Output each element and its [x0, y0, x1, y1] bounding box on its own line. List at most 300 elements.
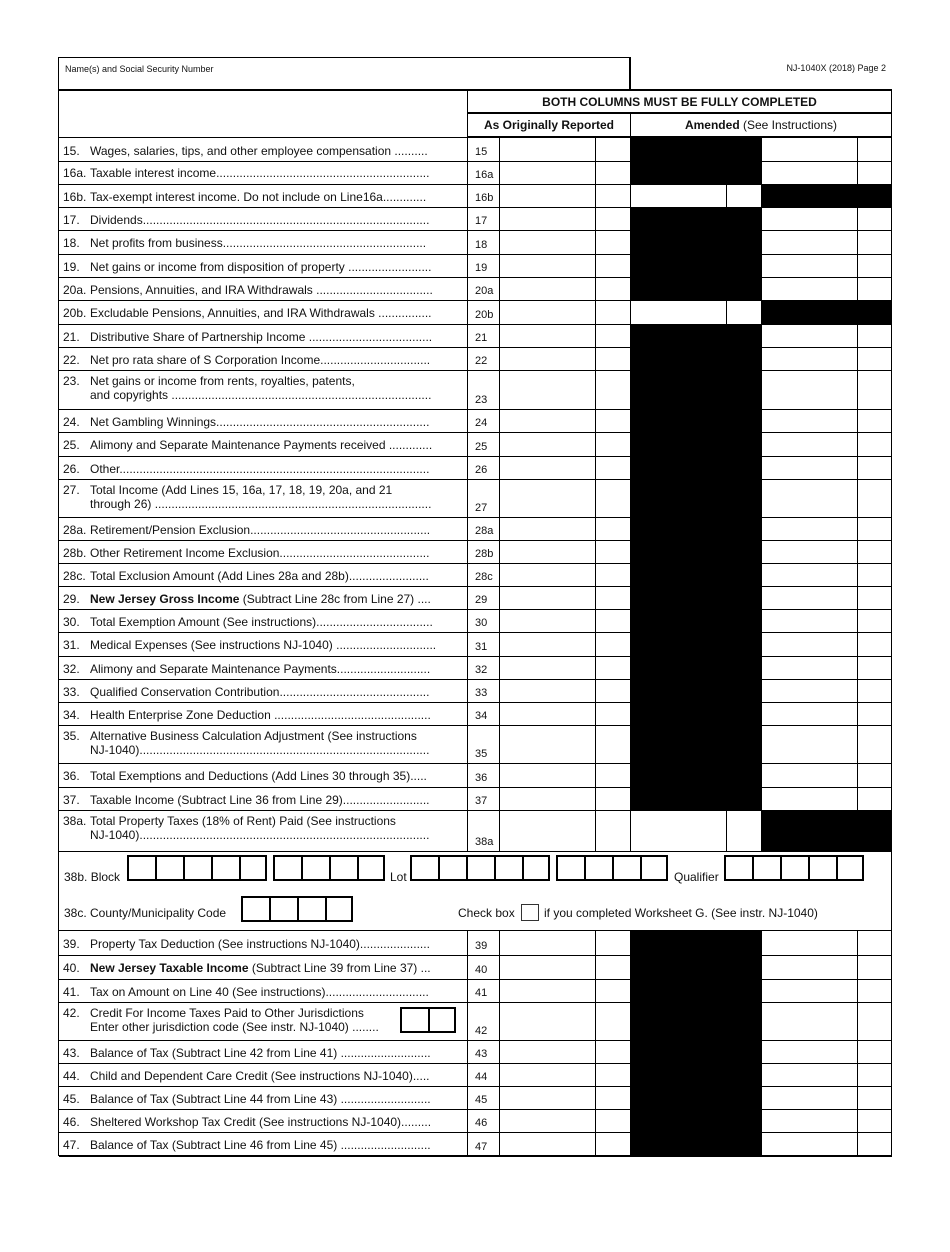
jurisdiction-code-boxes[interactable]: [400, 1007, 456, 1033]
line-26-row: [59, 456, 892, 480]
line-41-amend-cents-field[interactable]: [857, 979, 892, 1002]
line-24-amend-dollars-field[interactable]: [761, 409, 857, 432]
line-38a-amend-cents-field[interactable]: [726, 810, 761, 851]
line-38a-amend-dollars-field[interactable]: [630, 810, 726, 851]
shaded-cell: [726, 1109, 761, 1132]
line-text: Tax on Amount on Line 40 (See instructions)...............................: [90, 985, 429, 999]
qualifier-boxes[interactable]: [724, 855, 870, 881]
shaded-cell: [726, 563, 761, 586]
shaded-cell: [630, 1109, 726, 1132]
shaded-cell: [630, 347, 726, 370]
line-42-box-number: [467, 1002, 499, 1040]
line-25-box-number: [467, 432, 499, 456]
line-32-amend-dollars-field[interactable]: [761, 656, 857, 679]
line-26-amend-dollars-field[interactable]: [761, 456, 857, 479]
line-number: 28c.: [63, 569, 86, 583]
line-46-orig-cents-field[interactable]: [595, 1109, 630, 1132]
line-15-orig-dollars-field[interactable]: [499, 138, 595, 161]
line-27-amend-dollars-field[interactable]: [761, 479, 857, 517]
line-33-orig-dollars-field[interactable]: [499, 679, 595, 702]
line-25-orig-cents-field[interactable]: [595, 432, 630, 456]
line-31-orig-cents-field[interactable]: [595, 632, 630, 656]
line-text: Total Exclusion Amount (Add Lines 28a and 28b)........................: [90, 569, 429, 583]
line-25-amend-dollars-field[interactable]: [761, 432, 857, 456]
line-18-amend-dollars-field[interactable]: [761, 230, 857, 254]
line-40-orig-cents-field[interactable]: [595, 955, 630, 979]
shaded-cell: [630, 230, 726, 254]
line-43-row: [59, 1040, 892, 1064]
line-47-amend-dollars-field[interactable]: [761, 1132, 857, 1156]
line-22-box-number: [467, 347, 499, 370]
shaded-cell: [726, 931, 761, 955]
box-number-text: 20b: [475, 309, 494, 321]
shaded-cell: [630, 207, 726, 230]
line-37-amend-dollars-field[interactable]: [761, 787, 857, 810]
shaded-cell: [761, 810, 857, 851]
line-18-box-number: [467, 230, 499, 254]
line-text: Wages, salaries, tips, and other employee compensation ..........: [90, 144, 428, 158]
line-33-row: [59, 679, 892, 703]
box-number-text: 38a: [475, 836, 494, 848]
line-47-orig-cents-field[interactable]: [595, 1132, 630, 1156]
line-text: Total Exemptions and Deductions (Add Lines 30 through 35).....: [90, 769, 427, 783]
line-34-box-number: [467, 702, 499, 725]
line-23-amend-cents-field[interactable]: [857, 370, 892, 409]
line-39-orig-dollars-field[interactable]: [499, 931, 595, 955]
line-40-amend-dollars-field[interactable]: [761, 955, 857, 979]
line-text: Alimony and Separate Maintenance Payments............................: [90, 662, 431, 676]
shaded-cell: [761, 300, 857, 324]
line-28a-orig-cents-field[interactable]: [595, 517, 630, 540]
line-31-amend-dollars-field[interactable]: [761, 632, 857, 656]
county-code-boxes[interactable]: [241, 896, 359, 922]
line-16b-amend-dollars-field[interactable]: [630, 184, 726, 207]
shaded-cell: [726, 586, 761, 609]
line-32-label: [63, 662, 463, 676]
line-28c-label: [63, 569, 463, 583]
shaded-cell: [726, 409, 761, 432]
shaded-cell: [630, 138, 726, 161]
line-30-orig-cents-field[interactable]: [595, 609, 630, 632]
line-number: 33.: [63, 685, 80, 699]
line-number: 21.: [63, 330, 80, 344]
shaded-cell: [726, 1002, 761, 1040]
line-text: Taxable interest income................................................................: [90, 166, 430, 180]
line-28c-orig-cents-field[interactable]: [595, 563, 630, 586]
shaded-cell: [630, 456, 726, 479]
line-16b-orig-dollars-field[interactable]: [499, 184, 595, 207]
line-20a-orig-cents-field[interactable]: [595, 277, 630, 300]
line-19-amend-dollars-field[interactable]: [761, 254, 857, 277]
amended-column-header: [630, 113, 892, 137]
line-text: Dividends......................................................................................: [90, 213, 430, 227]
line-34-amend-cents-field[interactable]: [857, 702, 892, 725]
line-17-orig-dollars-field[interactable]: [499, 207, 595, 230]
shaded-cell: [726, 324, 761, 347]
line-20a-amend-cents-field[interactable]: [857, 277, 892, 300]
line-number: 20a.: [63, 283, 87, 297]
line-text: Net profits from business.............................................................: [90, 236, 427, 250]
line-39-amend-cents-field[interactable]: [857, 931, 892, 955]
line-bold-text: New Jersey Gross Income: [90, 592, 240, 606]
line-22-orig-dollars-field[interactable]: [499, 347, 595, 370]
line-45-row: [59, 1086, 892, 1110]
box-number-text: 32: [475, 664, 488, 676]
line-text: Alimony and Separate Maintenance Payments received .............: [90, 438, 433, 452]
line-17-amend-dollars-field[interactable]: [761, 207, 857, 230]
line-27-orig-cents-field[interactable]: [595, 479, 630, 517]
shaded-cell: [726, 456, 761, 479]
line-number: 44.: [63, 1069, 80, 1083]
box-number-text: 39: [475, 940, 488, 952]
line-36-row: [59, 763, 892, 788]
line-44-orig-dollars-field[interactable]: [499, 1063, 595, 1086]
line-35-orig-cents-field[interactable]: [595, 725, 630, 763]
line-31-amend-cents-field[interactable]: [857, 632, 892, 656]
box-number-text: 16b: [475, 192, 494, 204]
line-37-orig-cents-field[interactable]: [595, 787, 630, 810]
line-20b-orig-cents-field[interactable]: [595, 300, 630, 324]
block-number-boxes[interactable]: [127, 855, 391, 881]
page-header: [630, 57, 892, 89]
line-27-label: [63, 483, 463, 511]
shaded-cell: [630, 632, 726, 656]
line-46-box-number: [467, 1109, 499, 1132]
line-40-label: [63, 961, 463, 975]
shaded-cell: [726, 540, 761, 563]
line-16b-label: [63, 190, 463, 204]
line-32-orig-cents-field[interactable]: [595, 656, 630, 679]
line-23-orig-cents-field[interactable]: [595, 370, 630, 409]
line-text: Pensions, Annuities, and IRA Withdrawals ...................................: [90, 283, 433, 297]
line-19-row: [59, 254, 892, 278]
line-21-amend-dollars-field[interactable]: [761, 324, 857, 347]
line-37-orig-dollars-field[interactable]: [499, 787, 595, 810]
line-33-orig-cents-field[interactable]: [595, 679, 630, 702]
line-42-orig-dollars-field[interactable]: [499, 1002, 595, 1040]
shaded-cell: [726, 1040, 761, 1063]
line-number: 38a.: [63, 814, 87, 828]
line-text: Retirement/Pension Exclusion......................................................: [90, 523, 431, 537]
line-28b-label: [63, 546, 463, 560]
line-25-amend-cents-field[interactable]: [857, 432, 892, 456]
line-45-orig-cents-field[interactable]: [595, 1086, 630, 1109]
line-28c-amend-cents-field[interactable]: [857, 563, 892, 586]
line-41-orig-cents-field[interactable]: [595, 979, 630, 1002]
shaded-cell: [630, 1040, 726, 1063]
line-36-amend-cents-field[interactable]: [857, 763, 892, 787]
worksheet-g-checkbox[interactable]: [521, 904, 539, 921]
line-number: 31.: [63, 638, 80, 652]
line-29-amend-dollars-field[interactable]: [761, 586, 857, 609]
line-41-amend-dollars-field[interactable]: [761, 979, 857, 1002]
line-38a-orig-cents-field[interactable]: [595, 810, 630, 851]
line-47-orig-dollars-field[interactable]: [499, 1132, 595, 1156]
line-text: Child and Dependent Care Credit (See instructions NJ-1040).....: [90, 1069, 430, 1083]
check-box-prefix: Check box: [458, 906, 515, 920]
line-23-amend-dollars-field[interactable]: [761, 370, 857, 409]
line-number: 36.: [63, 769, 80, 783]
line-28b-row: [59, 540, 892, 564]
line-40-amend-cents-field[interactable]: [857, 955, 892, 979]
line-16a-orig-cents-field[interactable]: [595, 160, 630, 184]
line-25-row: [59, 432, 892, 457]
shaded-cell: [726, 432, 761, 456]
line-30-amend-cents-field[interactable]: [857, 609, 892, 632]
box-number-text: 34: [475, 710, 488, 722]
line-37-amend-cents-field[interactable]: [857, 787, 892, 810]
line-35-amend-dollars-field[interactable]: [761, 725, 857, 763]
shaded-cell: [726, 370, 761, 409]
line-38c-label: 38c. County/Municipality Code: [64, 906, 227, 920]
line-19-orig-cents-field[interactable]: [595, 254, 630, 277]
line-28c-amend-dollars-field[interactable]: [761, 563, 857, 586]
line-number: 40.: [63, 961, 80, 975]
line-40-orig-dollars-field[interactable]: [499, 955, 595, 979]
line-43-label: [63, 1046, 463, 1060]
shaded-cell: [726, 138, 761, 161]
shaded-cell: [726, 347, 761, 370]
line-28a-label: [63, 523, 463, 537]
line-text: Distributive Share of Partnership Income .....................................: [90, 330, 433, 344]
line-34-orig-dollars-field[interactable]: [499, 702, 595, 725]
line-39-orig-cents-field[interactable]: [595, 931, 630, 955]
box-number-text: 44: [475, 1071, 488, 1083]
line-number: 15.: [63, 144, 80, 158]
line-20b-amend-cents-field[interactable]: [726, 300, 761, 324]
line-29-amend-cents-field[interactable]: [857, 586, 892, 609]
box-number-text: 36: [475, 772, 488, 784]
line-16b-amend-cents-field[interactable]: [726, 184, 761, 207]
line-19-orig-dollars-field[interactable]: [499, 254, 595, 277]
line-22-amend-dollars-field[interactable]: [761, 347, 857, 370]
line-45-amend-dollars-field[interactable]: [761, 1086, 857, 1109]
line-38a-box-number: [467, 810, 499, 851]
line-16a-row: [59, 160, 892, 185]
line-text: Total Property Taxes (18% of Rent) Paid (See instructions: [90, 814, 396, 828]
line-47-label: [63, 1138, 463, 1152]
line-38c-row: [59, 889, 892, 931]
line-20a-amend-dollars-field[interactable]: [761, 277, 857, 300]
line-44-orig-cents-field[interactable]: [595, 1063, 630, 1086]
line-28b-orig-cents-field[interactable]: [595, 540, 630, 563]
line-15-amend-cents-field[interactable]: [857, 138, 892, 161]
line-18-orig-cents-field[interactable]: [595, 230, 630, 254]
line-43-amend-cents-field[interactable]: [857, 1040, 892, 1063]
line-20b-amend-dollars-field[interactable]: [630, 300, 726, 324]
box-number-text: 24: [475, 417, 488, 429]
line-23-orig-dollars-field[interactable]: [499, 370, 595, 409]
shaded-cell: [630, 679, 726, 702]
line-39-row: [59, 931, 892, 956]
line-46-orig-dollars-field[interactable]: [499, 1109, 595, 1132]
line-32-amend-cents-field[interactable]: [857, 656, 892, 679]
line-36-orig-cents-field[interactable]: [595, 763, 630, 787]
line-29-orig-cents-field[interactable]: [595, 586, 630, 609]
line-21-orig-dollars-field[interactable]: [499, 324, 595, 347]
line-16a-amend-dollars-field[interactable]: [761, 160, 857, 184]
line-number: 32.: [63, 662, 80, 676]
shaded-cell: [726, 955, 761, 979]
line-26-orig-dollars-field[interactable]: [499, 456, 595, 479]
line-22-amend-cents-field[interactable]: [857, 347, 892, 370]
line-45-box-number: [467, 1086, 499, 1109]
line-20a-orig-dollars-field[interactable]: [499, 277, 595, 300]
line-33-amend-cents-field[interactable]: [857, 679, 892, 702]
line-25-orig-dollars-field[interactable]: [499, 432, 595, 456]
line-16a-amend-cents-field[interactable]: [857, 160, 892, 184]
line-31-label: [63, 638, 463, 652]
shaded-cell: [726, 979, 761, 1002]
line-24-label: [63, 415, 463, 429]
line-24-amend-cents-field[interactable]: [857, 409, 892, 432]
line-43-orig-cents-field[interactable]: [595, 1040, 630, 1063]
line-44-amend-dollars-field[interactable]: [761, 1063, 857, 1086]
line-44-amend-cents-field[interactable]: [857, 1063, 892, 1086]
line-45-orig-dollars-field[interactable]: [499, 1086, 595, 1109]
line-20b-orig-dollars-field[interactable]: [499, 300, 595, 324]
line-35-row: [59, 725, 892, 764]
name-ssn-field[interactable]: [58, 57, 630, 89]
line-text: Tax-exempt interest income. Do not include on Line16a.............: [90, 190, 427, 204]
line-17-amend-cents-field[interactable]: [857, 207, 892, 230]
line-28b-amend-cents-field[interactable]: [857, 540, 892, 563]
line-36-amend-dollars-field[interactable]: [761, 763, 857, 787]
line-24-orig-cents-field[interactable]: [595, 409, 630, 432]
line-18-amend-cents-field[interactable]: [857, 230, 892, 254]
line-20a-label: [63, 283, 463, 297]
line-18-orig-dollars-field[interactable]: [499, 230, 595, 254]
line-38a-orig-dollars-field[interactable]: [499, 810, 595, 851]
line-text: Excludable Pensions, Annuities, and IRA Withdrawals ................: [90, 306, 432, 320]
line-number: 20b.: [63, 306, 87, 320]
line-24-row: [59, 409, 892, 433]
line-35-orig-dollars-field[interactable]: [499, 725, 595, 763]
line-37-box-number: [467, 787, 499, 810]
line-30-orig-dollars-field[interactable]: [499, 609, 595, 632]
shaded-cell: [630, 763, 726, 787]
line-27-amend-cents-field[interactable]: [857, 479, 892, 517]
line-28c-orig-dollars-field[interactable]: [499, 563, 595, 586]
line-26-amend-cents-field[interactable]: [857, 456, 892, 479]
line-46-amend-cents-field[interactable]: [857, 1109, 892, 1132]
line-15-amend-dollars-field[interactable]: [761, 138, 857, 161]
line-26-orig-cents-field[interactable]: [595, 456, 630, 479]
line-29-orig-dollars-field[interactable]: [499, 586, 595, 609]
line-28a-amend-dollars-field[interactable]: [761, 517, 857, 540]
line-24-orig-dollars-field[interactable]: [499, 409, 595, 432]
line-47-amend-cents-field[interactable]: [857, 1132, 892, 1156]
line-15-box-number: [467, 138, 499, 161]
box-number-text: 23: [475, 394, 488, 406]
line-30-label: [63, 615, 463, 629]
line-29-row: [59, 586, 892, 610]
line-number: 28a.: [63, 523, 87, 537]
shaded-cell: [630, 479, 726, 517]
shaded-cell: [630, 609, 726, 632]
line-27-orig-dollars-field[interactable]: [499, 479, 595, 517]
line-text: Balance of Tax (Subtract Line 46 from Line 45) ...........................: [90, 1138, 431, 1152]
line-22-orig-cents-field[interactable]: [595, 347, 630, 370]
box-number-text: 33: [475, 687, 488, 699]
line-31-orig-dollars-field[interactable]: [499, 632, 595, 656]
amended-column-note: (See Instructions): [739, 118, 838, 132]
line-28b-amend-dollars-field[interactable]: [761, 540, 857, 563]
shaded-cell: [857, 184, 892, 207]
line-36-label: [63, 769, 463, 783]
line-28a-orig-dollars-field[interactable]: [499, 517, 595, 540]
line-33-amend-dollars-field[interactable]: [761, 679, 857, 702]
line-36-orig-dollars-field[interactable]: [499, 763, 595, 787]
line-29-box-number: [467, 586, 499, 609]
line-43-amend-dollars-field[interactable]: [761, 1040, 857, 1063]
line-21-orig-cents-field[interactable]: [595, 324, 630, 347]
line-42-amend-dollars-field[interactable]: [761, 1002, 857, 1040]
line-28a-amend-cents-field[interactable]: [857, 517, 892, 540]
line-15-orig-cents-field[interactable]: [595, 138, 630, 161]
line-26-box-number: [467, 456, 499, 479]
line-35-amend-cents-field[interactable]: [857, 725, 892, 763]
line-16a-orig-dollars-field[interactable]: [499, 160, 595, 184]
line-42-amend-cents-field[interactable]: [857, 1002, 892, 1040]
line-42-row: [59, 1002, 892, 1041]
line-text: Other Retirement Income Exclusion.............................................: [90, 546, 430, 560]
line-46-row: [59, 1109, 892, 1133]
line-19-amend-cents-field[interactable]: [857, 254, 892, 277]
box-number-text: 28c: [475, 571, 493, 583]
original-column-header: [467, 113, 631, 137]
shaded-cell: [726, 787, 761, 810]
line-32-orig-dollars-field[interactable]: [499, 656, 595, 679]
line-30-amend-dollars-field[interactable]: [761, 609, 857, 632]
line-number: 16a.: [63, 166, 87, 180]
line-21-amend-cents-field[interactable]: [857, 324, 892, 347]
line-42-orig-cents-field[interactable]: [595, 1002, 630, 1040]
line-text: Qualified Conservation Contribution.............................................: [90, 685, 430, 699]
box-number-text: 18: [475, 239, 488, 251]
line-45-amend-cents-field[interactable]: [857, 1086, 892, 1109]
line-16b-orig-cents-field[interactable]: [595, 184, 630, 207]
shaded-cell: [726, 702, 761, 725]
line-34-orig-cents-field[interactable]: [595, 702, 630, 725]
line-41-orig-dollars-field[interactable]: [499, 979, 595, 1002]
line-15-label: [63, 144, 463, 158]
line-28b-orig-dollars-field[interactable]: [499, 540, 595, 563]
shaded-cell: [630, 586, 726, 609]
line-28c-box-number: [467, 563, 499, 586]
line-17-orig-cents-field[interactable]: [595, 207, 630, 230]
name-ssn-label: Name(s) and Social Security Number: [65, 64, 214, 74]
box-number-text: 41: [475, 987, 488, 999]
line-text: (Subtract Line 39 from Line 37) ...: [248, 961, 431, 975]
line-27-box-number: [467, 479, 499, 517]
lot-number-boxes[interactable]: [410, 855, 674, 881]
line-28a-row: [59, 517, 892, 541]
line-43-orig-dollars-field[interactable]: [499, 1040, 595, 1063]
line-text: Net gains or income from rents, royalties, patents,: [90, 374, 355, 388]
line-46-amend-dollars-field[interactable]: [761, 1109, 857, 1132]
line-number: 22.: [63, 353, 80, 367]
box-number-text: 29: [475, 594, 488, 606]
line-number: 35.: [63, 729, 80, 743]
line-number: 30.: [63, 615, 80, 629]
shaded-cell: [630, 409, 726, 432]
line-34-amend-dollars-field[interactable]: [761, 702, 857, 725]
shaded-cell: [630, 656, 726, 679]
line-39-amend-dollars-field[interactable]: [761, 931, 857, 955]
both-columns-header: [467, 89, 892, 113]
shaded-cell: [726, 479, 761, 517]
